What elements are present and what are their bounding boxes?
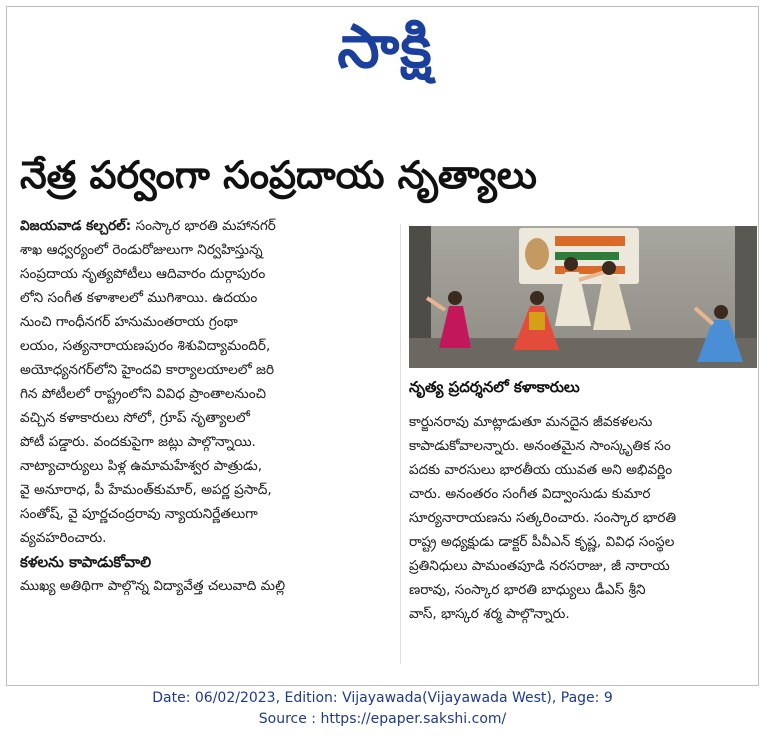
body-line: ణరావు, సంస్కార భారతి బాధ్యులు డీఎస్ శ్రీని bbox=[409, 582, 646, 598]
body-line: పోటీ పడ్డారు. వందకుపైగా జట్లు పాల్గొన్నాయి. bbox=[20, 434, 256, 450]
source-info: Source : https://epaper.sakshi.com/ bbox=[258, 711, 507, 727]
body-line: సంప్రదాయ నృత్యపోటీలు ఆదివారం దుర్గాపురం bbox=[20, 266, 266, 282]
body-line: పదకు వారసులు భారతీయ యువత అని అభివర్ణిం bbox=[409, 462, 673, 478]
body-line: వాస్, భాస్కర శర్మ పాల్గొన్నారు. bbox=[409, 606, 570, 622]
body-line: రాష్ట్ర అధ్యక్షుడు డాక్టర్ పీవీఎన్ కృష్ణ, వివిధ సంస్థల bbox=[409, 534, 675, 550]
body-line: ముఖ్య అతిథిగా పాల్గొన్న విద్యావేత్త చలువాది మల్లి bbox=[20, 578, 286, 594]
column-divider bbox=[400, 224, 401, 664]
body-line: కాపాడుకోవాలన్నారు. అనంతమైన సాంస్కృతిక సం bbox=[409, 438, 671, 454]
body-line: సంతోష్, వై పూర్ణచంద్రరావు న్యాయనిర్ణేతలుగా bbox=[20, 506, 258, 522]
body-line: అయోధ్యనగర్‌లోని హైందవి కార్యాలయాలలో జరి bbox=[20, 362, 275, 378]
photo-caption: నృత్య ప్రదర్శనలో కళాకారులు bbox=[409, 378, 580, 396]
body-line: వచ్చిన కళాకారులు సోలో, గ్రూప్ నృత్యాలలో bbox=[20, 410, 250, 426]
body-line: గిన పోటీలలో రాష్ట్రంలోని వివిధ ప్రాంతాలనుంచి bbox=[20, 386, 267, 402]
body-line: వై అనూరాధ, పీ హేమంత్‌కుమార్, అపర్ణ ప్రసాద్, bbox=[20, 482, 272, 498]
sakshi-logo bbox=[290, 14, 480, 94]
body-line: కార్జునరావు మాట్లాడుతూ మనదైన జీవకళలను bbox=[409, 414, 653, 430]
headline: నేత్ర పర్వంగా సంప్రదాయ నృత్యాలు bbox=[20, 153, 537, 197]
body-line: లోని సంగీత కళాశాలలో ముగిశాయి. ఉదయం bbox=[20, 290, 258, 306]
body-line: వ్యవహరించారు. bbox=[20, 530, 107, 546]
article-left-column bbox=[20, 214, 396, 598]
dance-photo bbox=[409, 226, 757, 368]
article-right-column bbox=[409, 410, 757, 626]
body-line: నాట్యాచార్యులు పిళ్ల ఉమామహేశ్వర పాత్రుడు, bbox=[20, 458, 263, 474]
subheading: కళలను కాపాడుకోవాలి bbox=[20, 553, 152, 571]
dateline: విజయవాడ కల్చరల్: bbox=[20, 218, 132, 234]
body-line: శాఖ ఆధ్వర్యంలో రెండురోజులుగా నిర్వహిస్తున్న bbox=[20, 242, 263, 258]
body-line: సూర్యనారాయణను సత్కరించారు. సంస్కార భారతి bbox=[409, 510, 677, 526]
body-line: చారు. అనంతరం సంగీత విద్వాంసుడు కుమార bbox=[409, 486, 651, 502]
body-line: ప్రతినిధులు పామంతపూడి నరసరాజు, జీ నారాయ bbox=[409, 558, 670, 574]
dance-performance-image bbox=[409, 226, 757, 368]
body-line: లయం, సత్యనారాయణపురం శిశువిద్యామందిర్, bbox=[20, 338, 271, 354]
logo-text: సాక్షి bbox=[337, 12, 433, 82]
edition-info: Date: 06/02/2023, Edition: Vijayawada(Vijayawada West), Page: 9 bbox=[152, 690, 613, 706]
body-line bbox=[20, 214, 396, 238]
body-line-text: సంస్కార భారతి మహానగర్ bbox=[131, 218, 276, 234]
body-line: నుంచి గాంధీనగర్ హనుమంతరాయ గ్రంథా bbox=[20, 314, 238, 330]
